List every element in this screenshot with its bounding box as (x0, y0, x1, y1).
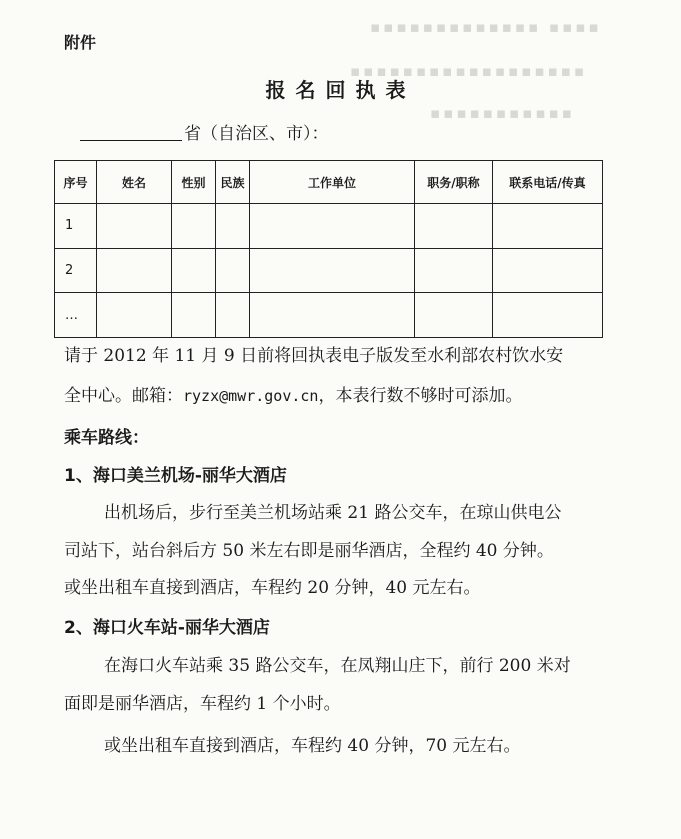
cell-ethnicity[interactable] (216, 293, 250, 338)
column-header-workplace: 工作单位 (250, 161, 415, 204)
cell-title[interactable] (415, 293, 493, 338)
province-line (80, 119, 329, 144)
route-2-line-1: 在海口火车站乘 35 路公交车，在凤翔山庄下，前行 200 米对 (104, 656, 571, 676)
cell-phone[interactable] (493, 204, 603, 249)
note-line-2-suffix: ，本表行数不够时可添加。 (318, 386, 523, 406)
row-number: … (55, 293, 97, 338)
note-line-1: 请于 2012 年 11 月 9 日前将回执表电子版发至水利部农村饮水安 (64, 346, 564, 366)
note-line-2-prefix: 全中心。邮箱： (64, 386, 183, 406)
province-blank-field[interactable] (80, 124, 182, 141)
cell-gender[interactable] (172, 248, 216, 293)
column-header-phone: 联系电话/传真 (493, 161, 603, 204)
column-header-no: 序号 (55, 161, 97, 204)
cell-workplace[interactable] (250, 293, 415, 338)
table-row (55, 293, 603, 338)
table-header-row (55, 161, 603, 204)
route-1-line-1: 出机场后，步行至美兰机场站乘 21 路公交车，在琼山供电公 (104, 503, 562, 523)
route-1-line-2: 司站下，站台斜后方 50 米左右即是丽华酒店，全程约 40 分钟。 (64, 541, 554, 561)
cell-gender[interactable] (172, 293, 216, 338)
cell-phone[interactable] (493, 248, 603, 293)
cell-workplace[interactable] (250, 248, 415, 293)
route-2-heading: 2、海口火车站-丽华大酒店 (64, 618, 270, 638)
cell-title[interactable] (415, 248, 493, 293)
row-number: 2 (55, 248, 97, 293)
note-line-2 (64, 380, 522, 413)
column-header-gender: 性别 (172, 161, 216, 204)
route-2-line-3: 或坐出租车直接到酒店，车程约 40 分钟，70 元左右。 (104, 736, 521, 756)
row-number: 1 (55, 204, 97, 249)
column-header-title: 职务/职称 (415, 161, 493, 204)
bleed-through-decoration: ▪▪▪▪▪▪▪▪▪▪▪▪▪▪▪▪▪▪ (350, 62, 587, 80)
column-header-ethnicity: 民族 (216, 161, 250, 204)
route-1-heading: 1、海口美兰机场-丽华大酒店 (64, 466, 287, 486)
cell-name[interactable] (97, 248, 172, 293)
contact-email[interactable]: ryzx@mwr.gov.cn (183, 387, 319, 405)
cell-phone[interactable] (493, 293, 603, 338)
route-1-line-3: 或坐出租车直接到酒店，车程约 20 分钟，40 元左右。 (64, 578, 481, 598)
bleed-through-decoration: ▪▪▪▪▪▪▪▪▪▪▪ (430, 104, 575, 122)
cell-ethnicity[interactable] (216, 204, 250, 249)
table-row (55, 204, 603, 249)
column-header-name: 姓名 (97, 161, 172, 204)
attachment-label: 附件 (64, 33, 97, 52)
cell-name[interactable] (97, 204, 172, 249)
page-title: 报名回执表 (265, 78, 416, 102)
cell-name[interactable] (97, 293, 172, 338)
route-2-line-2: 面即是丽华酒店，车程约 1 个小时。 (64, 694, 341, 714)
routes-heading: 乘车路线： (64, 428, 149, 448)
bleed-through-decoration: ▪▪▪▪▪▪▪▪▪▪▪▪▪ ▪▪▪▪ (370, 18, 602, 36)
registration-table (54, 160, 603, 338)
cell-title[interactable] (415, 204, 493, 249)
cell-workplace[interactable] (250, 204, 415, 249)
cell-ethnicity[interactable] (216, 248, 250, 293)
table-row (55, 248, 603, 293)
province-suffix: 省（自治区、市）： (184, 124, 329, 144)
cell-gender[interactable] (172, 204, 216, 249)
